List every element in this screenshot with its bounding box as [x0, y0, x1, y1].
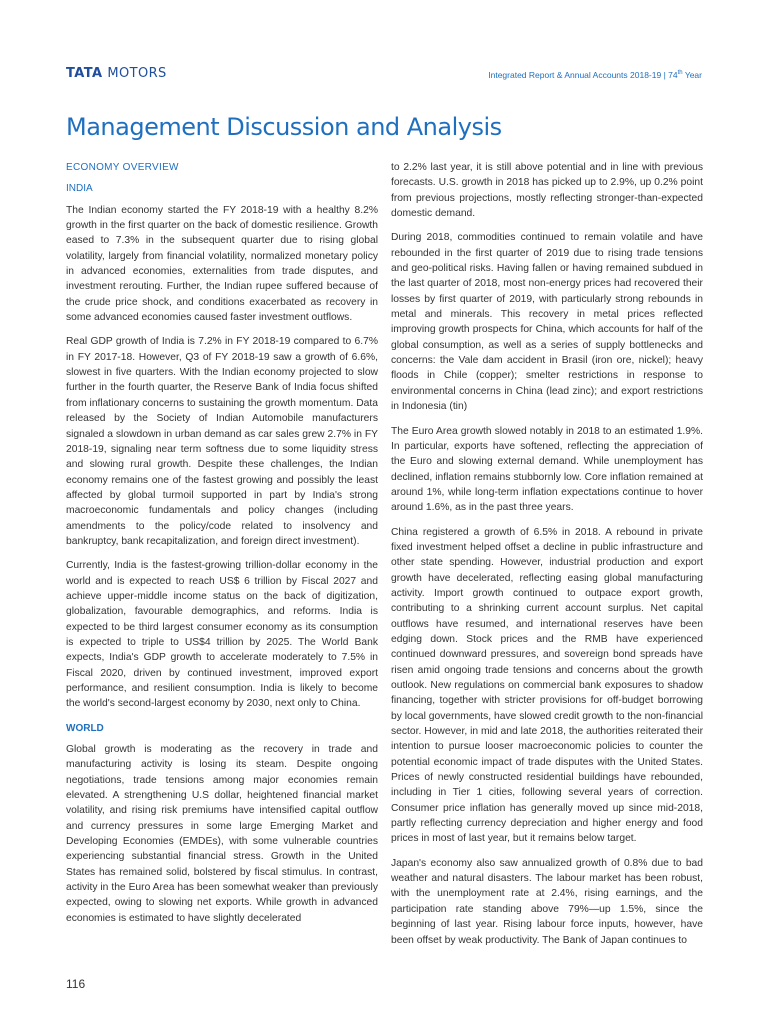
right-column — [391, 160, 703, 957]
paragraph: The Euro Area growth slowed notably in 2018 to an estimated 1.9%. In particular, exports have softened, reflecting the appreciation of the Euro and slowing external demand. While unemployment has declined, inflation remains stubbornly low. Core inflation remained at around 1%, while long-term inflation expectations continue to hover around 1.6%, as in the past three years. — [391, 425, 703, 514]
paragraph: Japan's economy also saw annualized growth of 0.8% due to bad weather and natural disasters. The labour market has been robust, with the unemployment rate at 2.4%, rising earnings, and the participation rate standing above 79%—up 1.5%, since the beginning of last year. Rising labour force inputs, however, have been offset by weak productivity. The Bank of Japan continues to — [391, 857, 703, 946]
paragraph: During 2018, commodities continued to remain volatile and have rebounded in the first quarter of 2019 due to rising trade tensions and geo-political risks. Having fallen or having remained subdued in the last quarter of 2018, most non-energy prices had recovered their losses by first quarter of 2019, with particularly strong rebounds in metal and minerals. This recovery in metal prices reflected improving growth prospects for China, which accounts for half of the global consumption, as well as a series of supply bottlenecks and concerns: the Vale dam accident in Brasil (iron ore, nickel); heavy floods in Chile (copper); smelter restrictions in response to environmental concerns in China (lead zinc); and export restrictions in Indonesia (tin) — [391, 232, 703, 413]
page-title: Management Discussion and Analysis — [66, 113, 502, 141]
left-column — [66, 160, 378, 935]
report-title-tail: Year — [682, 70, 702, 80]
report-title-main: Integrated Report & Annual Accounts 2018-19 | 74 — [488, 70, 678, 80]
paragraph: China registered a growth of 6.5% in 2018. A rebound in private fixed investment helped offset a decline in public infrastructure and other state spending. However, industrial production and export growth have decelerated, reflecting easing global manufacturing activity. Import growth continued to outpace export growth, contributing to a shrinking current account surplus. Net capital outflows have resumed, and international reserves have been edging down. Stock prices and the RMB have experienced continued downward pressures, and sovereign bond spreads have risen amid ongoing trade tensions and concerns about the growth outlook. New regulations on commercial bank exposures to shadow financing, together with stricter provisions for off-budget borrowing by local governments, have slowed credit growth to the non-financial sector. However, in mid and late 2018, the authorities reiterated their intention to pursue looser macroeconomic policies to counter the potential economic impact of trade disputes with the United States. Prices of newly constructed residential buildings have rebounded, including in Tier 1 cities, following several years of correction. Consumer price inflation has generally moved up since mid-2018, partly reflecting currency depreciation and higher energy and food prices in most of last year, but it remains below target. — [391, 526, 703, 845]
paragraph: The Indian economy started the FY 2018-19 with a healthy 8.2% growth in the first quarter on the back of domestic resilience. Growth eased to 7.3% in the subsequent quarter due to rising global volatility, largely from financial volatility, normalized monetary policy in advanced economies, externalities from trade disputes, and investment rerouting. Further, the Indian rupee suffered because of the crude price shock, and conditions exacerbated as recovery in some advanced economies caused faster investment outflows. — [66, 204, 378, 324]
section-heading-economy-overview: ECONOMY OVERVIEW — [66, 162, 179, 173]
paragraph: Real GDP growth of India is 7.2% in FY 2018-19 compared to 6.7% in FY 2017-18. However, Q3 of FY 2018-19 saw a growth of 6.6%, slowest in five quarters. With the Indian economy projected to slow further in the fourth quarter, the Reserve Bank of India focus shifted from inflationary concerns to sustaining the growth momentum. Data released by the Society of Indian Automobile manufacturers signaled a slowdown in urban demand as car sales grew 2.7% in FY 2018-19, signaling near term softness due to some liquidity stress and slowing rural growth. Despite these challenges, the Indian economy remains one of the fastest growing and possibly the least affected by global turmoil supported in part by India's strong macroeconomic fundamentals and policy changes (including amendments to the policy/code related to insolvency and bankruptcy, bank recapitalization, and foreign direct investment). — [66, 336, 378, 547]
paragraph: Global growth is moderating as the recovery in trade and manufacturing activity is losing its steam. Despite ongoing negotiations, trade tensions among major economies remain elevated. A strengthening U.S dollar, heightened financial market volatility, and rising risk premiums have intensified capital outflow and currency pressures in some large Emerging Market and Developing Economies (EMDEs), with some vulnerable countries experiencing substantial financial stress. Growth in the United States has remained solid, bolstered by fiscal stimulus. In contrast, activity in the Euro Area has been somewhat weaker than previously expected, owing to slowing net exports. While growth in advanced economies is estimated to have slightly decelerated — [66, 744, 378, 924]
logo-brand: TATA — [66, 66, 103, 81]
tata-motors-logo — [66, 66, 167, 81]
subheading-india: INDIA — [66, 183, 93, 195]
report-title — [488, 70, 702, 80]
logo-sub: MOTORS — [107, 66, 167, 81]
page-number: 116 — [66, 977, 86, 991]
subheading-world: WORLD — [66, 722, 104, 734]
paragraph: to 2.2% last year, it is still above potential and in line with previous forecasts. U.S. growth in 2018 has picked up to 2.9%, up 0.2% point from previous projections, mostly reflecting stronger-than-expected domestic demand. — [391, 162, 703, 220]
report-title-sup: th — [677, 70, 683, 77]
page-header — [66, 66, 702, 82]
paragraph: Currently, India is the fastest-growing trillion-dollar economy in the world and is expected to reach US$ 6 trillion by Fiscal 2027 and achieve upper-middle income status on the back of digitization, globalization, favourable demographics, and reforms. India is expected to be third largest consumer economy as its consumption is expected to triple to US$4 trillion by 2025. The World Bank expects, India's GDP growth to accelerate moderately to 7.5% in Fiscal 2020, driven by continued investment, improved export performance, and resilient consumption. India is likely to become the world's second-largest economy by 2030, next only to China. — [66, 560, 378, 710]
